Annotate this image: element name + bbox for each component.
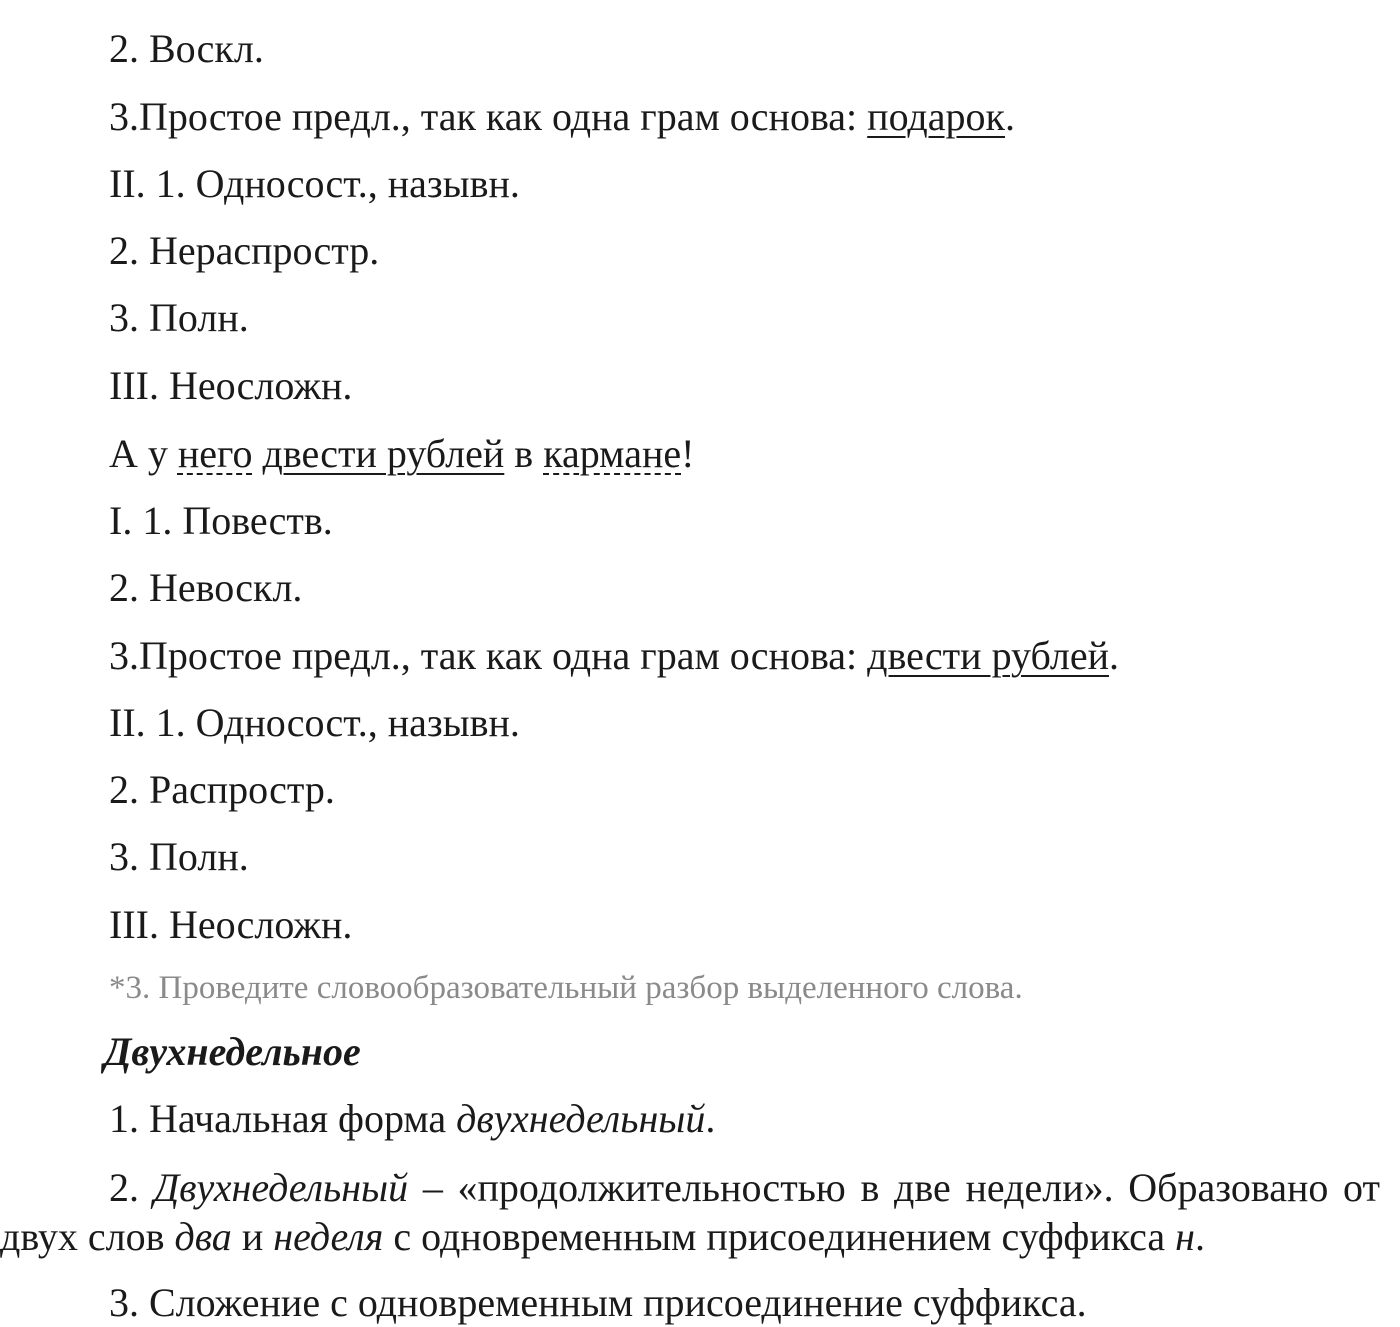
step-text: и: [231, 1214, 274, 1259]
line-text: 3.Простое предл., так как одна грам основа:: [109, 633, 868, 678]
example-sentence: [109, 430, 694, 478]
text-line: 2. Невоскл.: [109, 565, 303, 610]
analysis-step-3: 3. Сложение с одновременным присоединение суффикса.: [109, 1280, 1087, 1325]
step-punct: .: [705, 1096, 716, 1141]
text-line: 3. Полн.: [109, 295, 249, 340]
text-line: [109, 632, 1119, 680]
object-word: него: [177, 431, 253, 476]
subject-word: двести рублей: [262, 431, 505, 476]
subject-word: двести рублей: [867, 633, 1109, 678]
italic-word: двухнедельный: [456, 1096, 706, 1141]
line-text: 3.Простое предл., так как одна грам основа:: [109, 94, 868, 139]
step-number: 2.: [109, 1165, 154, 1210]
sentence-word: в: [504, 431, 544, 476]
line-punct: .: [1004, 94, 1015, 139]
text-line: 2. Нераспростр.: [109, 228, 380, 273]
line-punct: .: [1109, 633, 1119, 678]
subject-word: подарок: [867, 94, 1005, 139]
italic-word: два: [174, 1214, 232, 1259]
analysis-step-1: [109, 1095, 715, 1143]
text-line: 2. Распростр.: [109, 767, 335, 812]
italic-word: Двухнедельный: [153, 1165, 409, 1210]
sentence-punct: !: [681, 431, 695, 476]
sentence-space: [252, 431, 262, 476]
text-line: 3. Полн.: [109, 834, 249, 879]
analysis-step-2: [0, 1163, 1380, 1261]
object-word: кармане: [543, 431, 682, 476]
italic-word: неделя: [273, 1214, 384, 1259]
text-line: III. Неосложн.: [109, 363, 353, 408]
text-line: II. 1. Односост., назывн.: [109, 161, 520, 206]
text-line: [109, 93, 1015, 141]
text-line: II. 1. Односост., назывн.: [109, 700, 520, 745]
text-line: 2. Воскл.: [109, 26, 264, 71]
text-line: III. Неосложн.: [109, 902, 353, 947]
italic-word: н: [1175, 1214, 1196, 1259]
task-prompt: *3. Проведите словообразовательный разбор выделенного слова.: [109, 970, 1023, 1006]
sentence-word: А у: [109, 431, 178, 476]
step-text: – «продолжительностью в две недели». Образовано от двух слов: [0, 1165, 1381, 1259]
step-text: с одновременным присоединением суффикса: [383, 1214, 1176, 1259]
step-punct: .: [1195, 1214, 1206, 1259]
step-text: 1. Начальная форма: [109, 1096, 457, 1141]
text-line: I. 1. Повеств.: [109, 498, 333, 543]
section-heading: Двухнедельное: [104, 1029, 361, 1074]
